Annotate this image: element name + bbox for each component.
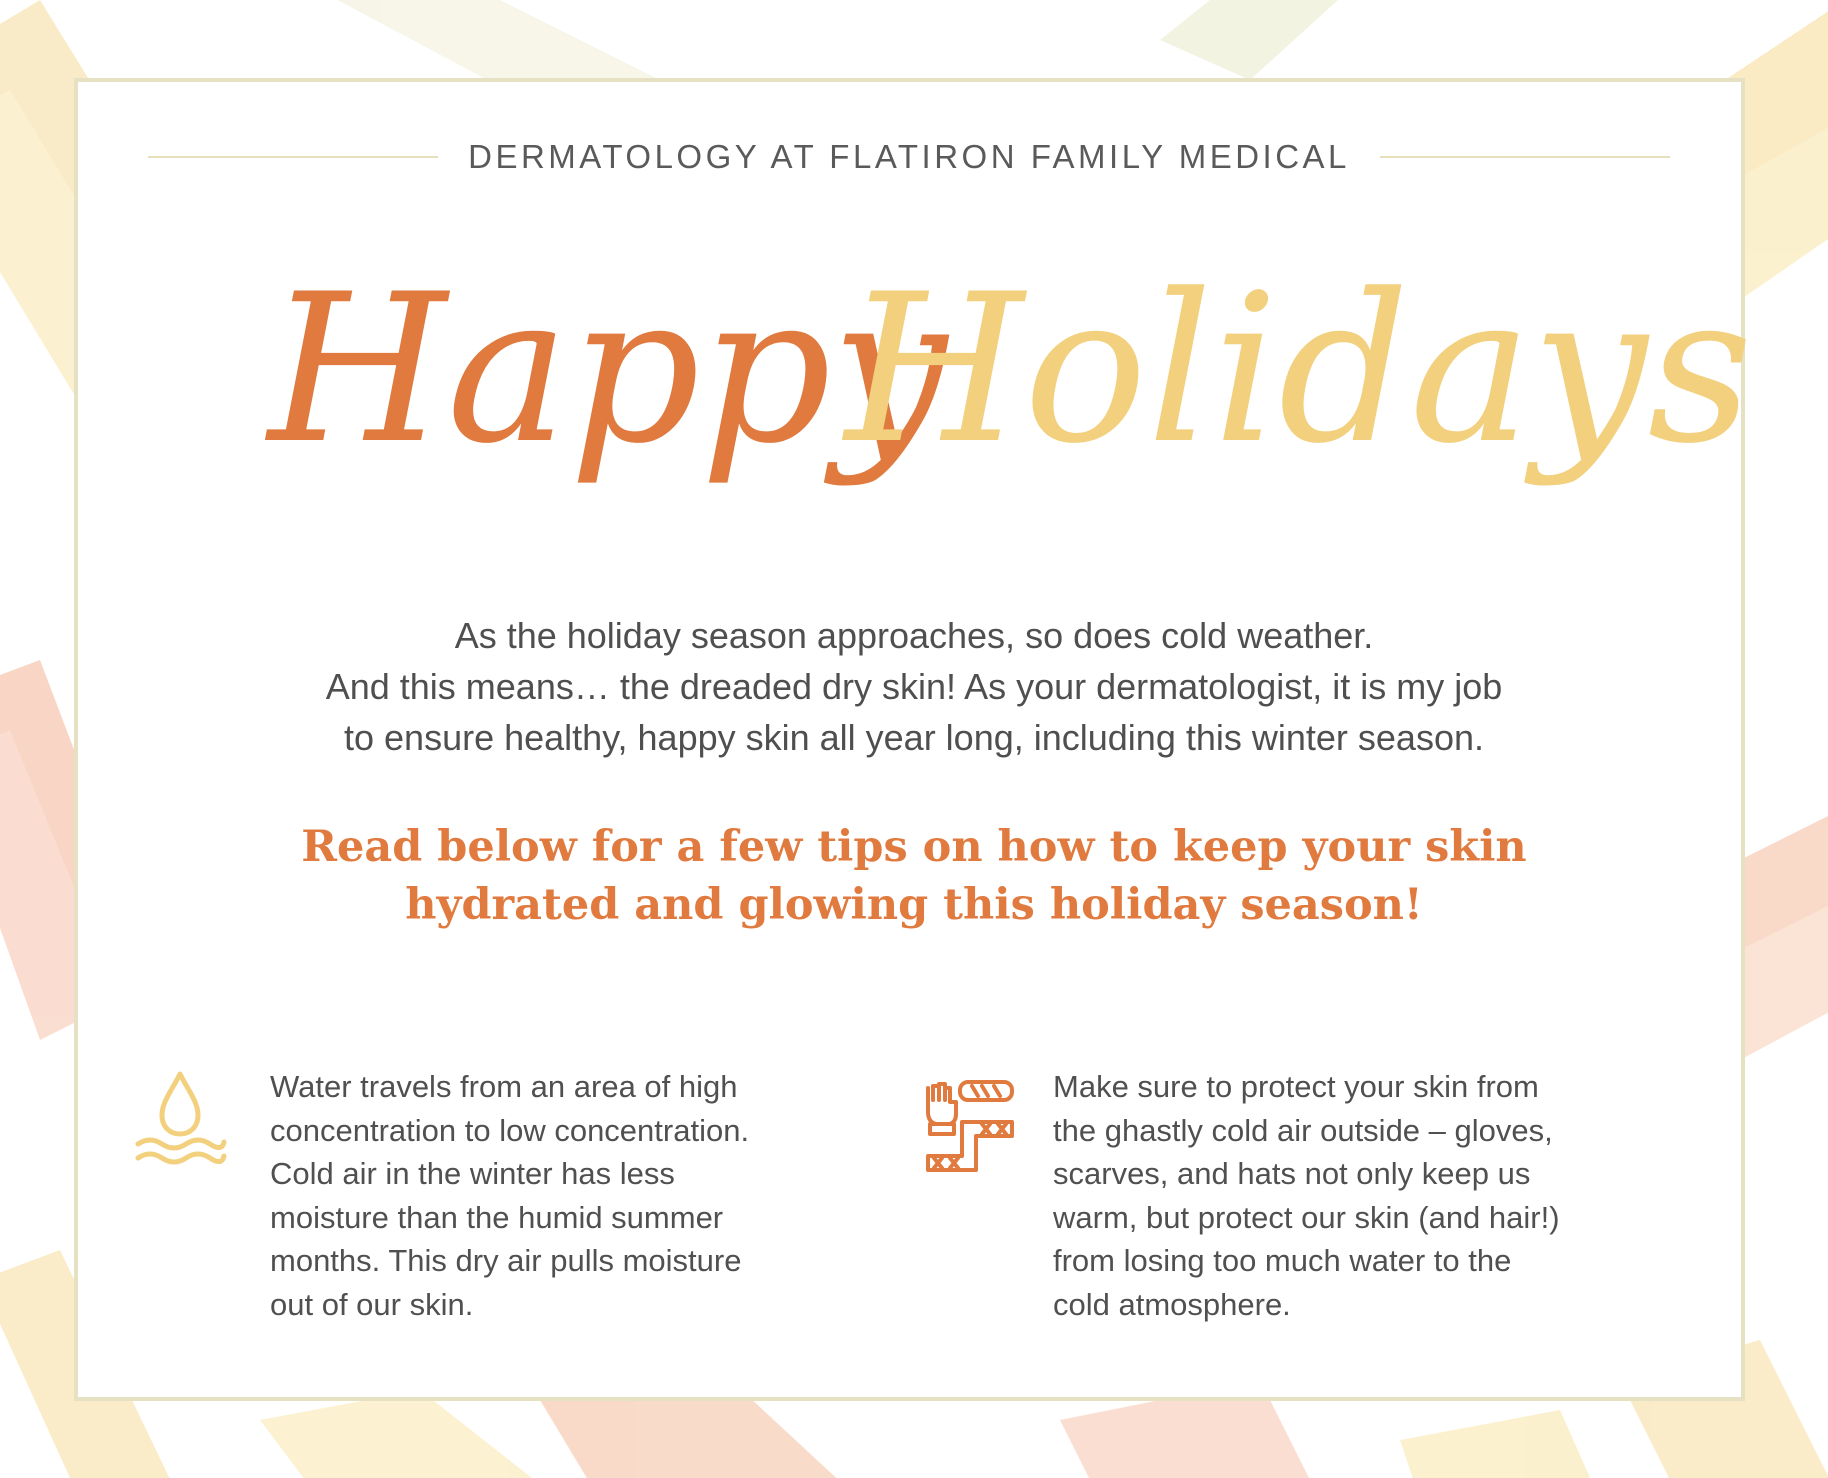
callout-heading (200, 818, 1628, 934)
greeting-title (0, 205, 1828, 565)
tip-line: moisture than the humid summer (270, 1199, 724, 1235)
header-row (148, 135, 1670, 179)
winter-gear-icon (920, 1078, 1016, 1180)
greeting-word-happy: Happy (268, 251, 948, 489)
tip-line: months. This dry air pulls moisture (270, 1243, 742, 1278)
tip-line: concentration to low concentration. (270, 1112, 750, 1148)
intro-line: to ensure healthy, happy skin all year long, including this winter season. (344, 717, 1484, 758)
callout-line: hydrated and glowing this holiday season! (405, 880, 1423, 930)
tip-line: scarves, and hats not only keep us (1053, 1156, 1531, 1191)
tip-line: the ghastly cold air outside – gloves, (1053, 1112, 1553, 1148)
tip-line: from losing too much water to the (1053, 1243, 1512, 1278)
tip-line: Make sure to protect your skin from (1053, 1069, 1539, 1104)
greeting-word-holidays: Holidays (845, 251, 1753, 489)
tip-line: Cold air in the winter has less (270, 1156, 675, 1191)
intro-paragraph (200, 610, 1628, 763)
tip-line: Water travels from an area of high (270, 1069, 738, 1104)
tip-line: warm, but protect our skin (and hair!) (1053, 1199, 1560, 1235)
tip-protection-text (1053, 1065, 1560, 1326)
callout-line: Read below for a few tips on how to keep your skin (301, 822, 1527, 872)
header-rule-left (148, 156, 438, 158)
header-rule-right (1380, 156, 1670, 158)
tip-line: out of our skin. (270, 1286, 474, 1322)
tip-line: cold atmosphere. (1053, 1286, 1291, 1322)
intro-line: And this means… the dreaded dry skin! As your dermatologist, it is my job (325, 666, 1503, 707)
intro-line: As the holiday season approaches, so does cold weather. (454, 615, 1374, 656)
tip-hydration-text (270, 1065, 749, 1326)
practice-name: DERMATOLOGY AT FLATIRON FAMILY MEDICAL (468, 138, 1350, 175)
water-drop-icon (132, 1070, 228, 1170)
